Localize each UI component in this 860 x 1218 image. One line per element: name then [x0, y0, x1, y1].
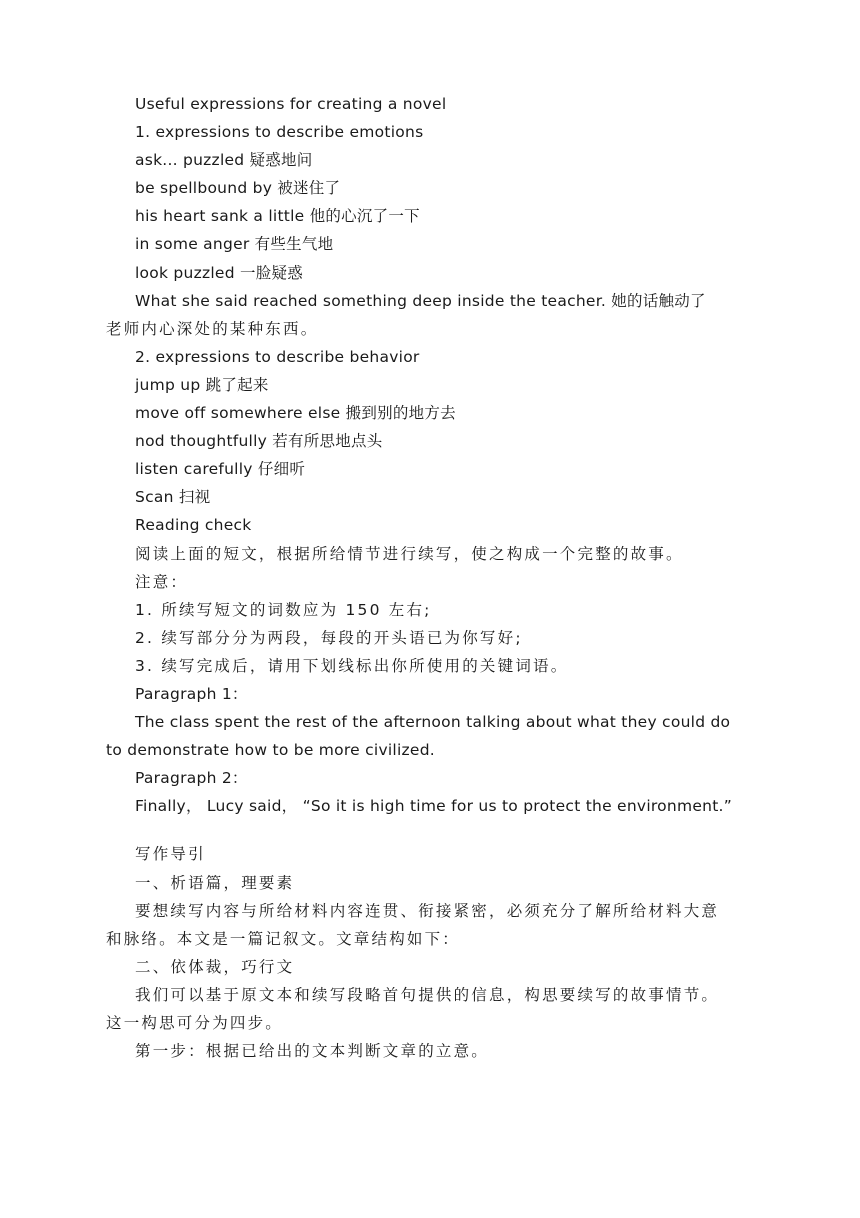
section-heading: Useful expressions for creating a novel [135, 95, 447, 113]
expression-item: look puzzled 一脸疑惑 [135, 263, 303, 282]
part-1-text-line: 和脉络。本文是一篇记叙文。文章结构如下： [106, 929, 461, 948]
expression-item: jump up 跳了起来 [135, 375, 269, 394]
reading-check-heading: Reading check [135, 516, 252, 535]
note-item: 1. 所续写短文的词数应为 150 左右; [135, 600, 432, 619]
expression-item: in some anger 有些生气地 [135, 235, 334, 254]
subsection-heading-behavior: 2. expressions to describe behavior [135, 347, 420, 366]
paragraph-2-text-line: Finally， Lucy said， “So it is high time for us to protect the environment.” [135, 797, 732, 816]
paragraph-1-text-line: to demonstrate how to be more civilized. [106, 741, 435, 760]
note-item: 2. 续写部分分为两段，每段的开头语已为你写好; [135, 628, 523, 647]
part-2-text-line: 我们可以基于原文本和续写段略首句提供的信息，构思要续写的故事情节。 [135, 985, 720, 1004]
part-1-text-line: 要想续写内容与所给材料内容连贯、衔接紧密，必须充分了解所给材料大意 [135, 901, 720, 920]
part-2-heading: 二、依体裁，巧行文 [135, 957, 295, 976]
expression-item: be spellbound by 被迷住了 [135, 179, 341, 198]
expression-item: listen carefully 仔细听 [135, 460, 306, 479]
example-sentence-line: 老师内心深处的某种东西。 [106, 319, 319, 338]
paragraph-1-text-line: The class spent the rest of the afternoon talking about what they could do [135, 713, 731, 732]
subsection-heading-emotions: 1. expressions to describe emotions [135, 123, 424, 142]
writing-guide-heading: 写作导引 [135, 845, 206, 864]
example-sentence-line: What she said reached something deep inside the teacher. 她的话触动了 [135, 291, 706, 310]
paragraph-2-label: Paragraph 2： [135, 769, 248, 788]
expression-item: ask... puzzled 疑惑地问 [135, 151, 313, 170]
expression-item: his heart sank a little 他的心沉了一下 [135, 207, 420, 226]
step-1-text: 第一步：根据已给出的文本判断文章的立意。 [135, 1042, 490, 1061]
section-spacer [106, 820, 758, 840]
paragraph-1-label: Paragraph 1： [135, 684, 248, 703]
note-item: 3. 续写完成后，请用下划线标出你所使用的关键词语。 [135, 656, 569, 675]
reading-check-instruction: 阅读上面的短文，根据所给情节进行续写，使之构成一个完整的故事。 [135, 544, 684, 563]
note-label: 注意： [135, 572, 189, 591]
document-body [106, 90, 758, 1065]
expression-item: Scan 扫视 [135, 488, 211, 507]
expression-item: nod thoughtfully 若有所思地点头 [135, 432, 383, 451]
part-1-heading: 一、析语篇，理要素 [135, 873, 295, 892]
expression-item: move off somewhere else 搬到别的地方去 [135, 404, 456, 423]
part-2-text-line: 这一构思可分为四步。 [106, 1014, 284, 1032]
